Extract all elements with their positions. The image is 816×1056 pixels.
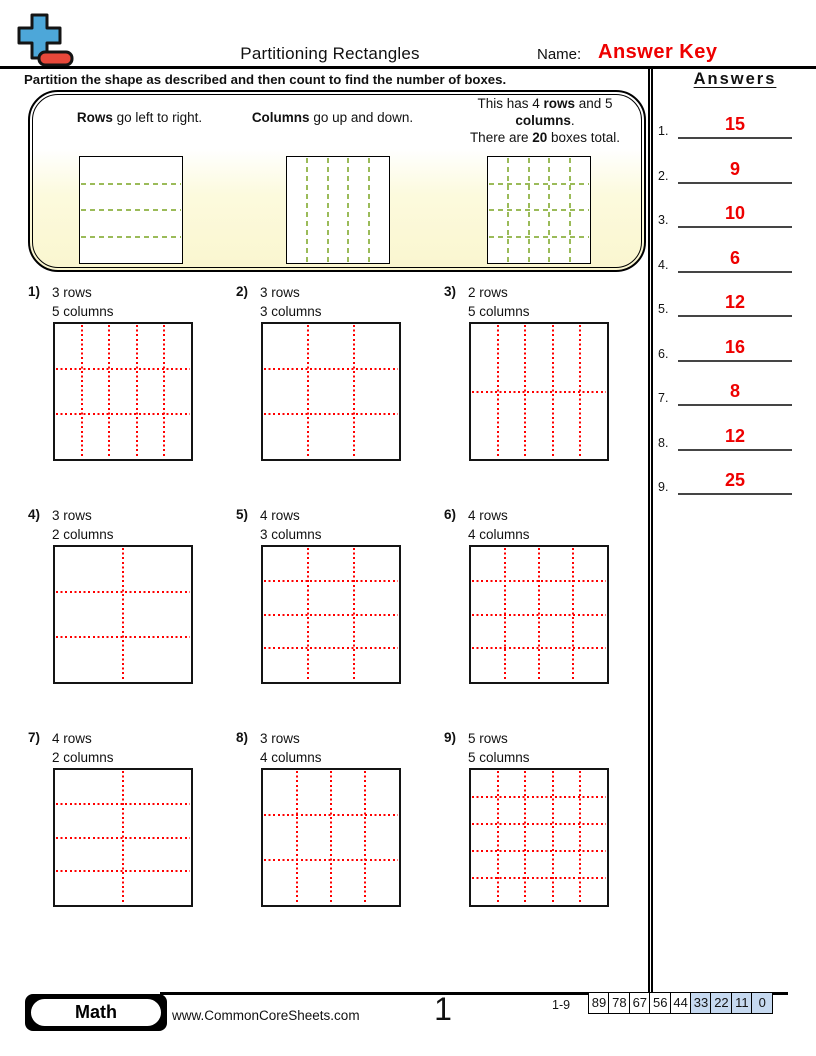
problem-description <box>468 730 530 767</box>
problem-number: 7) <box>28 730 41 745</box>
answer-number: 3. <box>658 213 669 227</box>
answer-row-1 <box>656 103 794 139</box>
header-divider <box>0 66 816 69</box>
answer-value: 25 <box>724 470 746 490</box>
example-caption-line <box>454 129 636 146</box>
partition-rectangle <box>53 322 193 461</box>
problem-columns-label: 2 columns <box>52 526 114 542</box>
partition-rectangle <box>53 768 193 907</box>
score-cell: 67 <box>629 992 651 1014</box>
rows-caption-rest: go left to right. <box>112 110 203 125</box>
answer-row-7 <box>656 370 794 406</box>
problem-rows-label: 3 rows <box>260 731 300 746</box>
answer-value: 16 <box>724 337 746 357</box>
example-caption-line <box>454 95 636 129</box>
partition-line-vertical <box>108 325 110 458</box>
answer-blank-line <box>678 449 792 451</box>
partition-line-horizontal <box>472 796 606 798</box>
example-box <box>28 90 646 272</box>
answer-blank-line <box>678 226 792 228</box>
partition-rectangle <box>261 545 401 684</box>
example-caption-segment: and 5 <box>575 96 613 111</box>
answer-value: 15 <box>724 114 746 134</box>
problem-2 <box>236 284 436 506</box>
problem-5 <box>236 507 436 729</box>
example-partition-line-vertical <box>528 158 530 262</box>
partition-line-horizontal <box>472 391 606 393</box>
problem-description <box>260 730 322 767</box>
problem-8 <box>236 730 436 952</box>
partition-line-horizontal <box>264 368 398 370</box>
answer-value: 9 <box>729 159 740 179</box>
columns-caption-rest: go up and down. <box>309 110 414 125</box>
partition-rectangle <box>469 545 609 684</box>
answer-row-8 <box>656 415 794 451</box>
name-label: Name: <box>537 46 582 63</box>
partition-line-horizontal <box>264 647 398 649</box>
answer-row-5 <box>656 281 794 317</box>
answer-row-2 <box>656 148 794 184</box>
problem-description <box>260 284 322 321</box>
answer-blank-line <box>678 137 792 139</box>
partition-line-vertical <box>122 771 124 904</box>
page-number: 1 <box>434 991 452 1027</box>
partition-rectangle <box>261 768 401 907</box>
problem-number: 3) <box>444 284 457 299</box>
score-cell: 78 <box>608 992 630 1014</box>
example-caption-segment: 20 <box>532 130 548 145</box>
score-cell: 89 <box>588 992 610 1014</box>
problem-rows-label: 4 rows <box>52 731 92 746</box>
partition-line-vertical <box>81 325 83 458</box>
example-partition-line-horizontal <box>489 183 589 185</box>
problem-rows-label: 4 rows <box>468 508 508 523</box>
answer-row-3 <box>656 192 794 228</box>
partition-line-vertical <box>296 771 298 904</box>
problem-rows-label: 5 rows <box>468 731 508 746</box>
partition-line-vertical <box>538 548 540 681</box>
problem-columns-label: 3 columns <box>260 526 322 542</box>
partition-line-vertical <box>497 771 499 904</box>
answers-column-divider <box>648 69 653 992</box>
partition-line-vertical <box>572 548 574 681</box>
problem-description <box>260 507 322 544</box>
partition-line-horizontal <box>264 614 398 616</box>
problem-7 <box>28 730 228 952</box>
score-cell: 56 <box>649 992 671 1014</box>
problem-3 <box>444 284 644 506</box>
problem-number: 9) <box>444 730 457 745</box>
partition-line-vertical <box>307 325 309 458</box>
columns-example-rectangle <box>286 156 390 264</box>
commoncoresheets-logo <box>15 11 77 74</box>
answer-blank-line <box>678 493 792 495</box>
problem-rows-label: 2 rows <box>468 285 508 300</box>
problem-columns-label: 5 columns <box>468 303 530 319</box>
partition-line-horizontal <box>472 850 606 852</box>
problem-columns-label: 2 columns <box>52 749 114 765</box>
answer-number: 8. <box>658 436 669 450</box>
answer-number: 2. <box>658 169 669 183</box>
problem-description <box>52 730 114 767</box>
partition-line-vertical <box>364 771 366 904</box>
example-partition-line-horizontal <box>81 209 181 211</box>
partition-line-horizontal <box>56 413 190 415</box>
example-partition-line-vertical <box>548 158 550 262</box>
answer-blank-line <box>678 271 792 273</box>
partition-rectangle <box>261 322 401 461</box>
example-caption-segment: . <box>570 113 575 128</box>
problem-number: 5) <box>236 507 249 522</box>
answer-blank-line <box>678 315 792 317</box>
partition-line-horizontal <box>56 368 190 370</box>
problem-description <box>52 507 114 544</box>
example-partition-line-vertical <box>569 158 571 262</box>
partition-line-vertical <box>330 771 332 904</box>
columns-word: Columns <box>251 110 310 125</box>
score-table <box>588 992 773 1014</box>
problem-description <box>468 284 530 321</box>
problem-columns-label: 4 columns <box>260 749 322 765</box>
problem-columns-label: 5 columns <box>468 749 530 765</box>
problem-rows-label: 3 rows <box>260 285 300 300</box>
problem-6 <box>444 507 644 729</box>
score-cell: 44 <box>670 992 692 1014</box>
problem-number: 6) <box>444 507 457 522</box>
example-partition-line-vertical <box>368 158 370 262</box>
problem-columns-label: 4 columns <box>468 526 530 542</box>
website-url: www.CommonCoreSheets.com <box>172 1008 360 1023</box>
answer-key-label: Answer Key <box>598 41 718 63</box>
partition-line-vertical <box>579 771 581 904</box>
problem-1 <box>28 284 228 506</box>
example-partition-line-vertical <box>327 158 329 262</box>
grid-example-rectangle <box>487 156 591 264</box>
score-range-label: 1-9 <box>552 998 571 1012</box>
score-cell: 33 <box>690 992 712 1014</box>
partition-line-vertical <box>136 325 138 458</box>
partition-rectangle <box>469 322 609 461</box>
rows-example-caption <box>57 109 222 126</box>
answer-number: 6. <box>658 347 669 361</box>
problem-4 <box>28 507 228 729</box>
answer-blank-line <box>678 360 792 362</box>
partition-rectangle <box>53 545 193 684</box>
problem-number: 1) <box>28 284 41 299</box>
partition-line-vertical <box>552 771 554 904</box>
problem-rows-label: 4 rows <box>260 508 300 523</box>
grid-example-caption <box>454 95 636 146</box>
problem-number: 2) <box>236 284 249 299</box>
problem-number: 8) <box>236 730 249 745</box>
example-caption-segment: There are <box>469 130 533 145</box>
partition-line-vertical <box>497 325 499 458</box>
partition-line-horizontal <box>472 877 606 879</box>
partition-rectangle <box>469 768 609 907</box>
problem-columns-label: 3 columns <box>260 303 322 319</box>
problem-columns-label: 5 columns <box>52 303 114 319</box>
partition-line-vertical <box>122 548 124 681</box>
answer-blank-line <box>678 182 792 184</box>
partition-line-vertical <box>353 325 355 458</box>
subject-badge <box>25 994 167 1031</box>
answer-number: 1. <box>658 124 669 138</box>
partition-line-vertical <box>552 325 554 458</box>
answer-number: 4. <box>658 258 669 272</box>
problem-rows-label: 3 rows <box>52 508 92 523</box>
example-caption-segment: boxes total. <box>547 130 621 145</box>
example-caption-segment: rows <box>543 96 575 111</box>
partition-line-vertical <box>579 325 581 458</box>
example-partition-line-vertical <box>347 158 349 262</box>
answer-value: 12 <box>724 426 746 446</box>
example-partition-line-horizontal <box>81 236 181 238</box>
partition-line-horizontal <box>264 413 398 415</box>
answer-number: 7. <box>658 391 669 405</box>
partition-line-vertical <box>504 548 506 681</box>
rows-example-rectangle <box>79 156 183 264</box>
example-partition-line-horizontal <box>489 236 589 238</box>
partition-line-vertical <box>524 325 526 458</box>
example-caption-segment: columns <box>515 113 571 128</box>
example-partition-line-horizontal <box>489 209 589 211</box>
partition-line-vertical <box>353 548 355 681</box>
problem-number: 4) <box>28 507 41 522</box>
answer-row-9 <box>656 459 794 495</box>
subject-label: Math <box>31 999 161 1026</box>
answer-number: 9. <box>658 480 669 494</box>
partition-line-horizontal <box>264 580 398 582</box>
example-partition-line-horizontal <box>81 183 181 185</box>
answers-heading: Answers <box>693 70 777 88</box>
answer-value: 6 <box>729 248 740 268</box>
partition-line-vertical <box>524 771 526 904</box>
answer-blank-line <box>678 404 792 406</box>
problem-description <box>468 507 530 544</box>
score-cell: 11 <box>731 992 753 1014</box>
problem-9 <box>444 730 644 952</box>
score-cell: 22 <box>710 992 732 1014</box>
partition-line-horizontal <box>472 823 606 825</box>
answer-row-4 <box>656 237 794 273</box>
problem-description <box>52 284 114 321</box>
answer-row-6 <box>656 326 794 362</box>
rows-word: Rows <box>76 110 113 125</box>
page-title: Partitioning Rectangles <box>240 44 420 63</box>
answer-value: 12 <box>724 292 746 312</box>
problem-rows-label: 3 rows <box>52 285 92 300</box>
example-partition-line-vertical <box>507 158 509 262</box>
answer-value: 10 <box>724 203 746 223</box>
answer-value: 8 <box>729 381 740 401</box>
example-partition-line-vertical <box>306 158 308 262</box>
answer-number: 5. <box>658 302 669 316</box>
columns-example-caption <box>235 109 430 126</box>
partition-line-vertical <box>163 325 165 458</box>
partition-line-vertical <box>307 548 309 681</box>
example-caption-segment: This has 4 <box>477 96 544 111</box>
instruction-text: Partition the shape as described and then count to find the number of boxes. <box>24 72 507 87</box>
score-cell: 0 <box>751 992 773 1014</box>
